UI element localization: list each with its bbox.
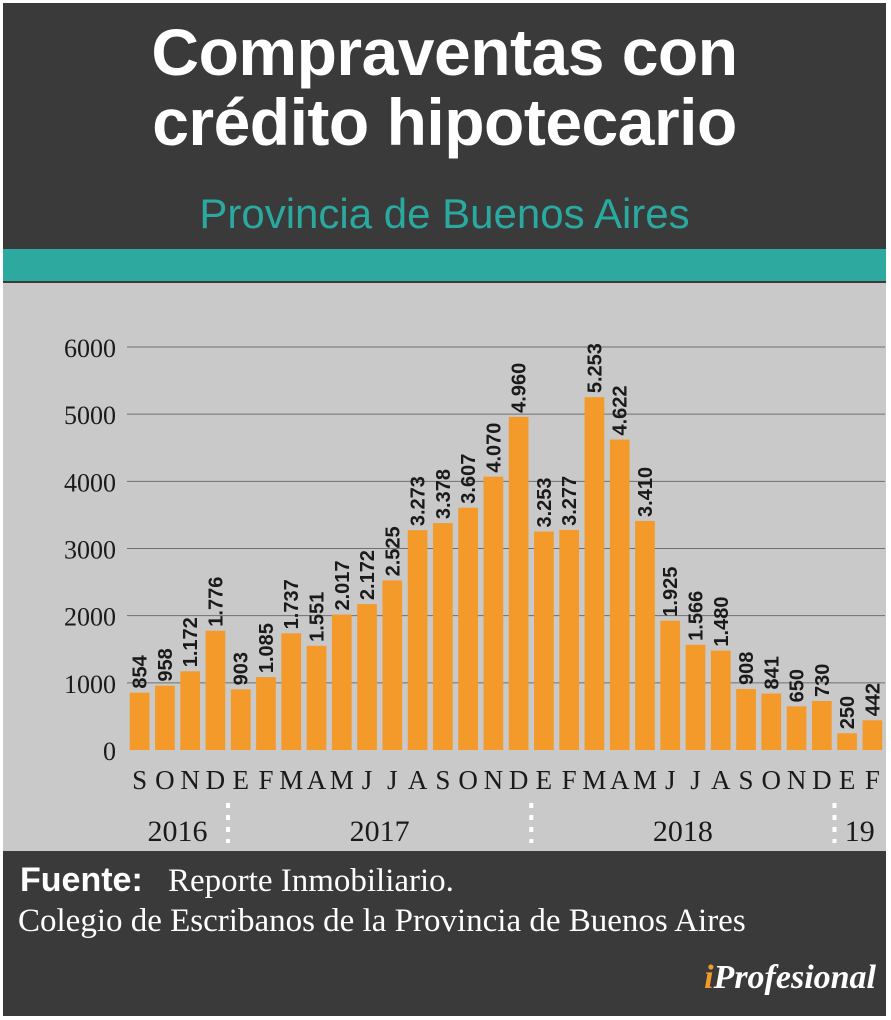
x-tick-label: A	[306, 765, 327, 795]
x-tick-label: O	[155, 765, 175, 795]
bar	[559, 530, 579, 750]
year-label: 19	[844, 815, 875, 848]
bar	[711, 651, 731, 750]
bar	[610, 440, 630, 750]
data-label: 1.776	[205, 576, 228, 627]
data-label: 442	[862, 682, 885, 717]
x-tick-label: M	[279, 765, 304, 795]
chart-subtitle: Provincia de Buenos Aires	[199, 190, 690, 237]
bar	[787, 706, 807, 750]
x-tick-label: D	[205, 765, 226, 795]
source-label: Fuente:	[20, 861, 143, 899]
source-text-line2: Colegio de Escribanos de la Provincia de Buenos Aires	[18, 903, 746, 939]
x-tick-label: O	[761, 765, 782, 795]
bar	[585, 397, 605, 750]
data-label: 908	[736, 651, 759, 686]
bar	[509, 417, 529, 750]
x-tick-label: M	[632, 765, 657, 795]
data-label: 3.253	[533, 477, 556, 528]
x-tick-label: S	[738, 765, 754, 795]
y-tick-label: 2000	[64, 602, 116, 632]
year-label: 2016	[147, 815, 208, 848]
header-divider-band	[3, 249, 886, 281]
infographic	[3, 3, 886, 1016]
data-label: 4.070	[483, 422, 506, 473]
bar	[130, 693, 150, 750]
data-label: 650	[786, 668, 809, 703]
x-tick-label: E	[535, 765, 553, 795]
bar	[332, 615, 352, 750]
data-label: 958	[154, 648, 177, 682]
x-tick-label: F	[258, 765, 274, 795]
data-label: 4.622	[609, 385, 632, 436]
y-tick-label: 1000	[64, 669, 116, 699]
data-label: 1.172	[180, 617, 203, 668]
bar	[281, 633, 301, 750]
x-tick-label: J	[690, 765, 701, 795]
bar	[863, 720, 883, 750]
data-label: 4.960	[508, 362, 531, 413]
bar	[433, 523, 453, 750]
bar	[686, 645, 706, 750]
chart-title: Compraventas con crédito hipotecario	[151, 15, 738, 159]
data-label: 2.017	[331, 560, 354, 611]
bar	[458, 508, 478, 750]
data-label: 3.378	[432, 469, 455, 520]
y-tick-label: 4000	[64, 468, 116, 498]
x-tick-label: M	[329, 765, 354, 795]
data-label: 1.085	[255, 623, 278, 674]
bar	[837, 733, 857, 750]
bar	[155, 686, 175, 750]
bar	[256, 677, 276, 750]
x-tick-label: D	[508, 765, 529, 795]
bar	[231, 689, 251, 750]
brand-logo: iProfesional	[704, 959, 876, 996]
bar	[812, 701, 832, 750]
x-tick-label: D	[812, 765, 832, 795]
data-label: 2.172	[357, 550, 380, 601]
bar	[382, 580, 402, 750]
x-tick-label: O	[458, 765, 478, 795]
x-tick-label: F	[864, 765, 880, 795]
y-tick-label: 6000	[64, 334, 116, 363]
data-label: 1.551	[306, 591, 329, 642]
data-label: 3.607	[458, 453, 481, 504]
bar	[761, 694, 781, 750]
bar-chart	[3, 283, 886, 851]
x-tick-label: E	[838, 765, 856, 795]
data-label: 3.410	[634, 466, 657, 517]
data-label: 3.277	[559, 475, 582, 526]
plot-area	[3, 283, 886, 851]
year-label: 2018	[652, 815, 713, 848]
x-tick-label: E	[232, 765, 249, 795]
data-label: 1.925	[660, 566, 683, 617]
x-tick-label: A	[711, 765, 731, 795]
data-label: 1.737	[281, 579, 304, 630]
x-tick-label: A	[407, 765, 428, 795]
x-tick-label: J	[664, 765, 676, 795]
footer	[3, 851, 886, 1016]
y-tick-label: 0	[103, 737, 116, 766]
x-tick-label: N	[483, 765, 504, 795]
data-label: 903	[230, 651, 253, 686]
year-label: 2017	[349, 815, 410, 848]
data-label: 1.480	[710, 596, 733, 647]
x-tick-label: N	[180, 765, 200, 795]
bar	[534, 532, 554, 750]
y-tick-label: 3000	[64, 535, 116, 565]
data-label: 1.566	[685, 590, 708, 641]
data-label: 3.273	[407, 476, 430, 527]
x-tick-label: J	[387, 765, 398, 795]
x-tick-label: A	[609, 765, 630, 795]
data-label: 5.253	[584, 343, 607, 394]
data-label: 250	[837, 695, 860, 730]
x-tick-label: N	[786, 765, 807, 795]
data-label: 2.525	[382, 526, 405, 577]
bar	[484, 477, 504, 750]
data-label: 841	[761, 656, 784, 690]
source-text-line1: Reporte Inmobiliario.	[168, 863, 454, 899]
bar	[180, 671, 200, 750]
x-tick-label: J	[361, 765, 373, 795]
bar	[206, 631, 226, 750]
x-tick-label: S	[132, 765, 148, 795]
bar	[357, 604, 377, 750]
bar	[307, 646, 327, 750]
x-tick-label: S	[435, 765, 451, 795]
x-tick-label: M	[582, 765, 607, 795]
header	[3, 3, 886, 249]
bar	[660, 621, 680, 750]
data-label: 854	[129, 655, 152, 689]
x-tick-label: F	[561, 765, 577, 795]
bar	[635, 521, 655, 750]
bar	[736, 689, 756, 750]
bar	[408, 530, 428, 750]
y-tick-label: 5000	[64, 401, 116, 431]
data-label: 730	[811, 663, 834, 697]
